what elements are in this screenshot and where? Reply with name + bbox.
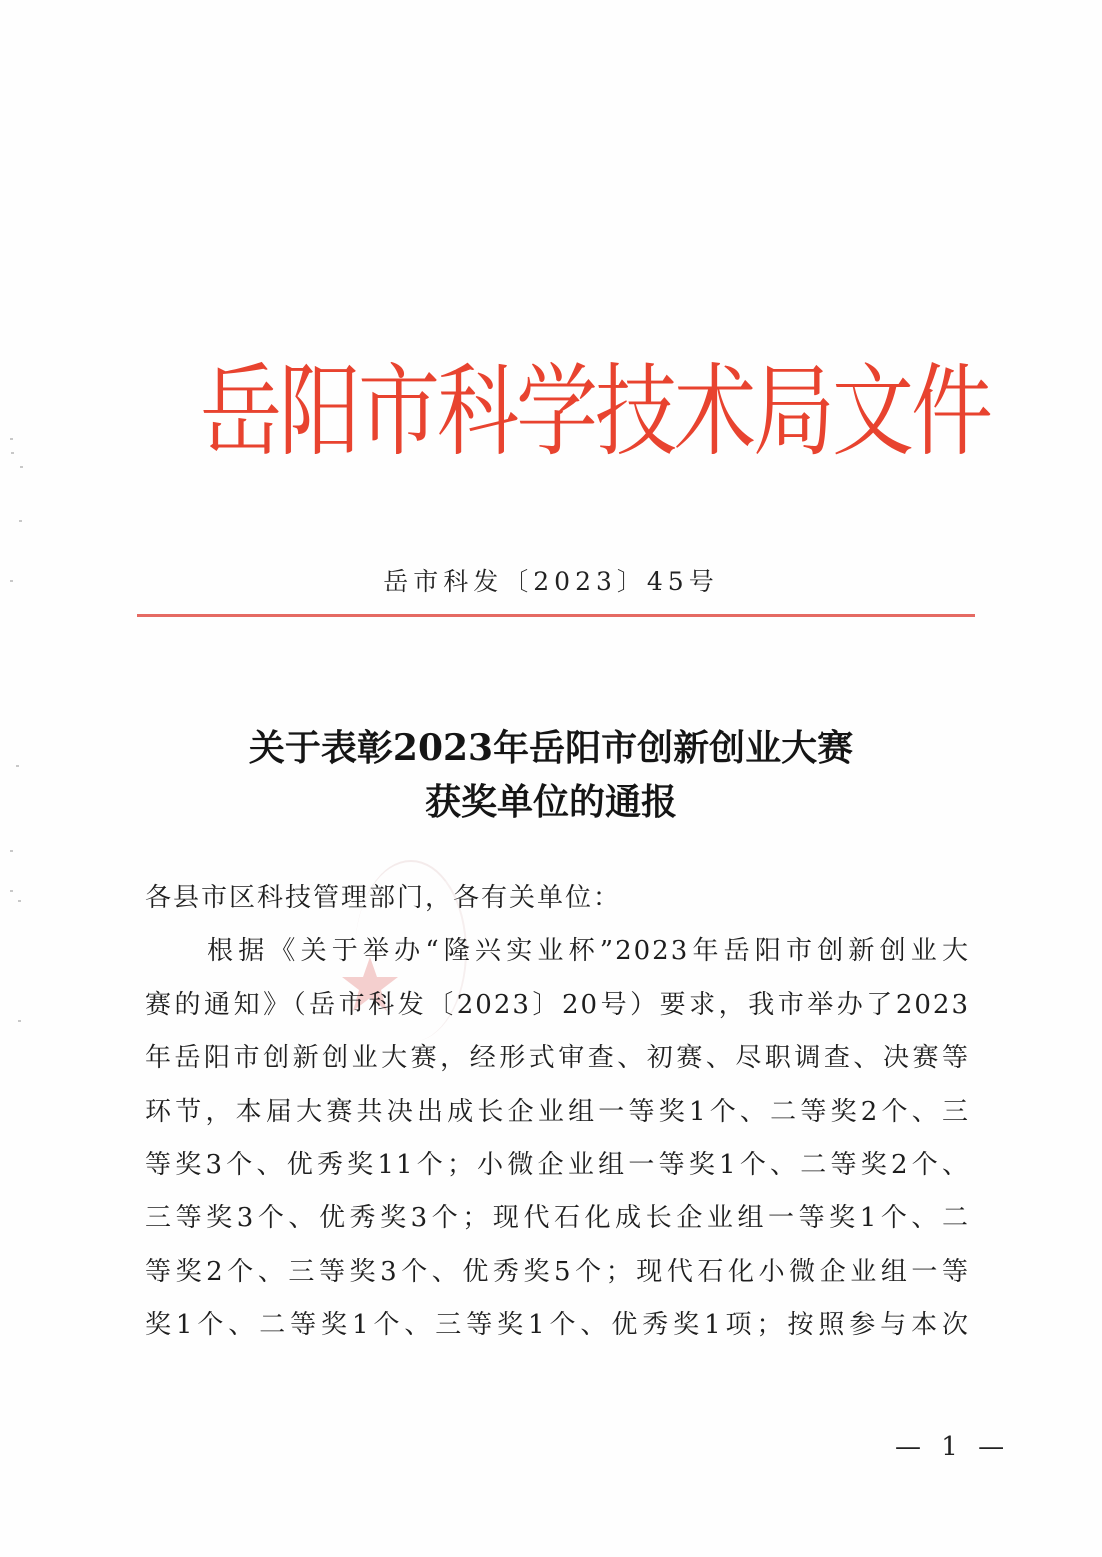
header-char: 岳 [200, 354, 283, 471]
paragraph-line: 等奖2个、三等奖3个、优秀奖5个；现代石化小微企业组一等 [145, 1256, 970, 1287]
header-char: 阳 [279, 354, 362, 471]
paragraph-line: 环节，本届大赛共决出成长企业组一等奖1个、二等奖2个、三 [145, 1096, 970, 1127]
paragraph-line: 等奖3个、优秀奖11个；小微企业组一等奖1个、二等奖2个、 [145, 1149, 970, 1180]
header-char: 文 [832, 354, 915, 471]
page-number: — 1 — [895, 1432, 1011, 1462]
header-char: 学 [516, 354, 599, 471]
header-char: 科 [437, 354, 520, 471]
paragraph-line: 赛的通知》（岳市科发〔2023〕20号）要求，我市举办了2023 [145, 989, 970, 1020]
paragraph-line: 奖1个、二等奖1个、三等奖1个、优秀奖1项；按照参与本次 [145, 1310, 970, 1341]
header-char: 术 [674, 354, 757, 471]
issuer-red-header [200, 346, 994, 480]
header-char: 局 [753, 354, 836, 471]
header-char: 市 [358, 354, 441, 471]
paragraph-line: 年岳阳市创新创业大赛，经形式审查、初赛、尽职调查、决赛等 [145, 1043, 970, 1074]
body-text [145, 872, 970, 1353]
header-char: 技 [595, 354, 678, 471]
red-divider-line [137, 614, 975, 617]
paragraph-line: 三等奖3个、优秀奖3个；现代石化成长企业组一等奖1个、二 [145, 1203, 970, 1234]
document-number: 岳市科发〔2023〕45号 [383, 567, 719, 596]
document-title-line-2: 获奖单位的通报 [424, 781, 677, 823]
salutation: 各县市区科技管理部门，各有关单位： [145, 883, 622, 913]
document-title-line-1: 关于表彰2023年岳阳市创新创业大赛 [248, 727, 854, 769]
header-char: 件 [911, 354, 994, 471]
paragraph-line: 根据《关于举办“隆兴实业杯”2023年岳阳市创新创业大 [207, 936, 970, 967]
